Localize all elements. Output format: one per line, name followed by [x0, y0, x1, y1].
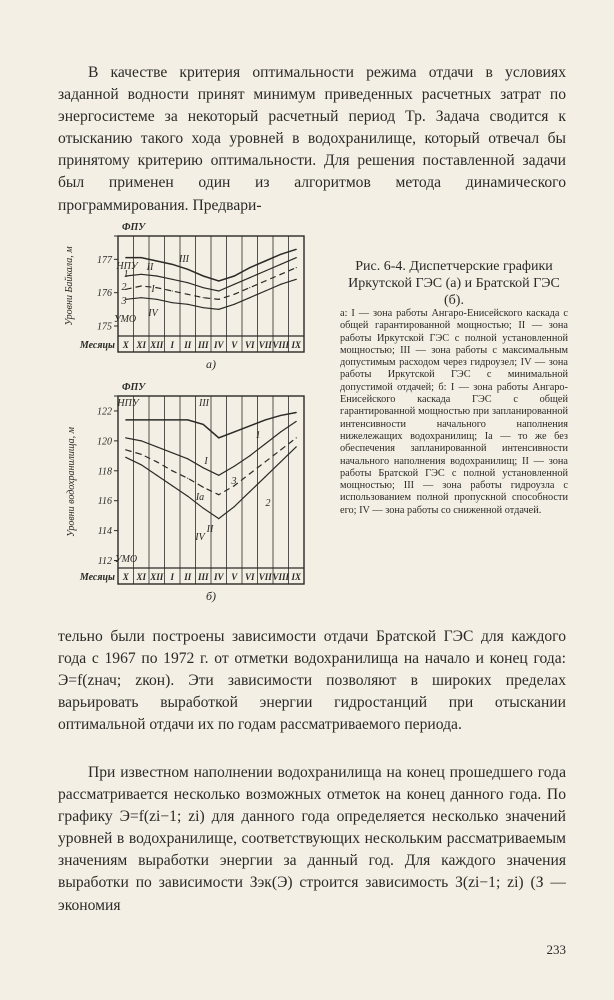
series-point [234, 284, 235, 285]
series-point [296, 257, 297, 258]
series-point [218, 309, 219, 310]
series-point [234, 506, 235, 507]
month-label-X: X [122, 340, 129, 350]
series-point [296, 249, 297, 250]
series-point [249, 267, 250, 268]
series-point [265, 280, 266, 281]
month-label-XI: XI [136, 572, 147, 582]
series-point [172, 279, 173, 280]
series-point [203, 297, 204, 298]
series-point [156, 461, 157, 462]
series-point [141, 285, 142, 286]
month-label-I: I [170, 572, 175, 582]
series-point [296, 421, 297, 422]
curve-label-2: 2 [265, 498, 271, 509]
curve-label-3: 3 [121, 296, 127, 307]
series-point [156, 446, 157, 447]
series-point [265, 443, 266, 444]
series-point [203, 508, 204, 509]
panel-label: б) [205, 589, 217, 603]
series-point [218, 437, 219, 438]
series-point [187, 478, 188, 479]
y-tick-label: 177 [97, 254, 112, 266]
series-point [203, 307, 204, 308]
series-point [218, 494, 219, 495]
series-point [218, 518, 219, 519]
month-label-IX: IX [291, 340, 302, 350]
zone-label: НПУ [117, 398, 139, 409]
series-point [265, 290, 266, 291]
series-point [265, 260, 266, 261]
series-point [203, 275, 204, 276]
zone-label: I [151, 284, 155, 295]
series-point [280, 254, 281, 255]
fpu-label: ФПУ [122, 222, 146, 233]
series-point [156, 475, 157, 476]
series-point [156, 287, 157, 288]
series-point [172, 290, 173, 291]
series-point [125, 449, 126, 450]
series-point [187, 419, 188, 420]
curve-label-1: 1 [255, 430, 261, 441]
series-point [187, 496, 188, 497]
zone-label: IV [148, 308, 158, 319]
zone-label: IV [195, 532, 205, 543]
series-point [296, 279, 297, 280]
y-tick-label: 176 [97, 288, 112, 300]
series-point [234, 431, 235, 432]
month-label-II: II [184, 340, 192, 350]
months-label: Месяцы [79, 340, 115, 351]
panel-label: а) [206, 357, 216, 371]
month-label-VIII: VIII [272, 340, 290, 350]
month-label-II: II [184, 572, 192, 582]
month-label-V: V [231, 572, 238, 582]
month-label-X: X [122, 572, 129, 582]
month-label-V: V [231, 340, 238, 350]
month-label-IX: IX [291, 572, 302, 582]
series-point [280, 274, 281, 275]
series-point [249, 491, 250, 492]
y-tick-label: 175 [97, 321, 112, 333]
series-point [280, 264, 281, 265]
series-point [203, 424, 204, 425]
figure-caption-body: а: I — зона работы Ангаро-Енисейского каскада с общей гарантированной мощностью; II — зона работы Иркутской ГЭС с полной установленной мощностью; III — зона работы с максимальным допустимым расходом через гидроузел; IV — зона работы Иркутской ГЭС с минимальной допустимой отдачей; б: I — зона работы Ангаро-Енисейского каскада ГЭС с общей гарантированной мощностью при запланированной интенсивности начального наполнения нижележащих водохранилищ; Iа — то же без обеспечения запланированной интенсивности начального наполнения водохранилищ; II — зона работы Братской ГЭС с полной установленной мощностью; III — зона работы гидроузла с использованием полной пропускной способности его; IV — зона работы со сниженной отдачей. [340, 308, 568, 516]
curve-label-2: 2 [121, 282, 127, 293]
figure-caption-title: Рис. 6-4. Диспетчерские графики Иркутской ГЭС (а) и Братской ГЭС (б). [348, 259, 560, 308]
zone-label: УМО [113, 314, 137, 325]
series-point [141, 257, 142, 258]
series-point [172, 485, 173, 486]
paragraph-dependencies: тельно были построены зависимости отдачи Братской ГЭС для каждого года с 1967 по 1972 г. от отметки водохранилища на начало и конец года: Э=f(zнач; zкон). Эти зависимости позволяют в широких пределах варьировать выработкой энергии гидростанций при отыскании оптимальной отдачи их по годам рассматриваемого периода. [58, 628, 566, 734]
month-label-IV: IV [213, 340, 224, 350]
series-point [280, 461, 281, 462]
y-axis-label: Уровни водохранилища, м [66, 426, 77, 538]
zone-label: III [179, 254, 189, 265]
series-point [280, 415, 281, 416]
series-point [141, 440, 142, 441]
zone-label: Iа [195, 492, 205, 503]
month-label-VIII: VIII [272, 572, 290, 582]
month-label-VII: VII [258, 340, 272, 350]
series-point [172, 452, 173, 453]
month-label-III: III [197, 572, 209, 582]
series-point [141, 464, 142, 465]
series-point [249, 473, 250, 474]
series-point [125, 437, 126, 438]
figure-a-irkutsk [58, 220, 320, 372]
series-point [187, 304, 188, 305]
series-point [203, 287, 204, 288]
paragraph-intro: В качестве критерия оптимальности режима отдачи в условиях заданной водности принят минимум приведенных расчетных затрат по энергосистеме за некоторый расчетный период Тр. Задача сводится к отысканию такого хода уровней в водохранилище, который отвечал бы принятому критерию оптимальности. Для решения поставленной задачи был применен один из алгоритмов метода динамического программирования. Предвари- [58, 64, 566, 214]
series-point [249, 297, 250, 298]
series-point [296, 446, 297, 447]
series-point [234, 275, 235, 276]
series-point [156, 260, 157, 261]
series-point [172, 302, 173, 303]
series-point [265, 476, 266, 477]
zone-label: II [206, 524, 214, 535]
series-point [296, 267, 297, 268]
series-point [265, 419, 266, 420]
month-label-VI: VI [244, 340, 255, 350]
series-point [280, 284, 281, 285]
series-point [234, 466, 235, 467]
page-number: 233 [546, 942, 566, 957]
series-point [203, 467, 204, 468]
series-point [218, 280, 219, 281]
series-point [187, 294, 188, 295]
series-point [187, 458, 188, 459]
month-label-XII: XII [150, 340, 164, 350]
series-point [265, 270, 266, 271]
series-point [280, 431, 281, 432]
month-label-IV: IV [213, 572, 224, 582]
series-point [141, 274, 142, 275]
y-tick-label: 118 [97, 466, 112, 478]
series-point [203, 487, 204, 488]
series-point [172, 264, 173, 265]
y-tick-label: 120 [97, 436, 112, 448]
series-point [125, 419, 126, 420]
series-point [125, 457, 126, 458]
y-tick-label: 116 [97, 496, 112, 508]
series-point [125, 257, 126, 258]
month-label-VII: VII [258, 572, 272, 582]
series-point [141, 454, 142, 455]
y-axis-label: Уровни Байкала, м [64, 246, 75, 326]
series-point [172, 419, 173, 420]
series-point [218, 290, 219, 291]
series-point [187, 282, 188, 283]
series-point [296, 412, 297, 413]
month-label-VI: VI [244, 572, 255, 582]
series-point [234, 304, 235, 305]
series-point [296, 437, 297, 438]
series-point [280, 449, 281, 450]
curve-label-3: 3 [231, 476, 237, 487]
series-point [156, 299, 157, 300]
series-point [172, 470, 173, 471]
month-label-III: III [197, 340, 209, 350]
month-label-XI: XI [136, 340, 147, 350]
zone-label: I [204, 456, 208, 467]
series-point [249, 425, 250, 426]
zone-label: УМО [114, 554, 138, 565]
figure-b-bratsk [58, 372, 320, 608]
series-point [141, 419, 142, 420]
zone-label: НПУ [116, 261, 138, 272]
month-label-XII: XII [150, 572, 164, 582]
series-point [141, 297, 142, 298]
y-tick-label: 122 [97, 406, 112, 418]
series-point [218, 299, 219, 300]
months-label: Месяцы [79, 572, 115, 583]
fpu-label: ФПУ [122, 382, 146, 393]
y-tick-label: 114 [97, 526, 112, 538]
series-point [249, 287, 250, 288]
curve-label-1: 1 [123, 269, 129, 280]
month-label-I: I [170, 340, 175, 350]
paragraph-method: При известном наполнении водохранилища на конец прошедшего года рассматривается несколько возможных отметок на конец данного года. По графику Э=f(zi−1; zi) для данного года определяется несколько значений уровней в водохранилище, соответствующих нескольким рассматриваемым значениям выработки энергии за данный год. Для каждого значения выработки по зависимости Зэк(Э) строится зависимость З(zi−1; zi) (З — экономия [58, 764, 566, 914]
series-point [265, 461, 266, 462]
zone-label: III [199, 398, 209, 409]
series-point [249, 277, 250, 278]
y-tick-label: 112 [97, 556, 112, 568]
series-point [156, 419, 157, 420]
series-point [218, 475, 219, 476]
series-point [234, 294, 235, 295]
series-point [187, 269, 188, 270]
series-point [156, 275, 157, 276]
zone-label: II [146, 262, 154, 273]
series-point [249, 455, 250, 456]
